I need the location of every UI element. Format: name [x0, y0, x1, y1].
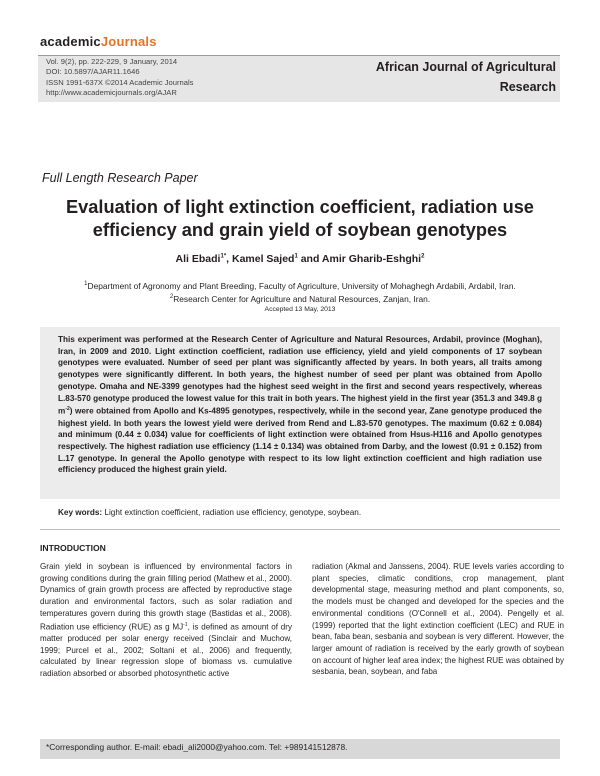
author-name: Kamel Sajed	[232, 253, 295, 265]
affiliations	[40, 279, 560, 306]
citation-info	[46, 57, 193, 99]
section-divider	[40, 529, 560, 530]
keywords	[58, 507, 542, 518]
body-column-right: radiation (Akmal and Janssens, 2004). RUE levels varies according to plant species, climatic conditions, crop management, plant developmental stage, measuring method and plant components, so, the models must be changed and developed for the species and the environmental conditions (O'Connell et al., 2004). Pengelly et al. (1999) reported that the light extinction coefficient (LEC) and RUE in bean, faba bean, sesbania and soybean is very different. However, the larger amount of radiation is received by the early growth of soybean on account of higher leaf area index; the highest RUE was obtained by sesbania, bean, soybean, and faba	[312, 562, 564, 677]
keywords-label: Key words:	[58, 508, 103, 517]
paper-type: Full Length Research Paper	[42, 171, 198, 185]
author-name: Amir Gharib-Eshghi	[321, 253, 422, 265]
author-affiliation-mark: 1	[294, 253, 298, 260]
journal-name	[366, 57, 556, 97]
citation-issn: ISSN 1991-637X ©2014 Academic Journals	[46, 77, 194, 87]
affiliation-1: $^1$Department of Agronomy and Plant Breeding, Faculty of Agriculture, University of Mohaghegh Ardabili, Ardabil, Iran.	[84, 280, 516, 291]
journal-url[interactable]: http://www.academicjournals.org/AJAR	[46, 88, 177, 98]
author-affiliation-mark: 2	[421, 253, 425, 260]
journal-name-line2: Research	[499, 80, 556, 94]
logo-journals: Journals	[100, 34, 157, 49]
author-affiliation-mark: 1*	[220, 253, 227, 260]
title-line-2: efficiency and grain yield of soybean genotypes	[92, 219, 508, 240]
corresponding-author-footnote: *Corresponding author. E-mail: ebadi_ali2000@yahoo.com. Tel: +989141512878.	[46, 742, 348, 752]
body-column-left: Grain yield in soybean is influenced by environmental factors in growing conditions during the grain filling period (Mathew et al., 2000). Dynamics of grain growth process are affected by reproductive stage duration and environmental factors, such as solar radiation and temperatures govern during this growth stage (Bastidas et al., 2008). Radiation use efficiency (RUE) as g $MJ^{-1}$, is defined as amount of dry matter produced per solar energy received (Sinclair and Muchow, 1999; Purcel et al., 2002; Soltani et al., 2006) and frequently, calculated by linear regression slope of biomass vs. cumulative radiation absorbed or absorbed photosynthetic active	[40, 562, 292, 678]
introduction-heading: INTRODUCTION	[40, 543, 106, 553]
keywords-text: Light extinction coefficient, radiation use efficiency, genotype, soybean.	[102, 508, 362, 517]
title-line-1: Evaluation of light extinction coefficient, radiation use	[66, 197, 534, 217]
accepted-date: Accepted 13 May, 2013	[264, 306, 336, 313]
citation-volume: Vol. 9(2), pp. 222-229, 9 January, 2014	[46, 57, 178, 66]
author-name: Ali Ebadi	[175, 253, 221, 265]
abstract-text: This experiment was performed at the Research Center of Agriculture and Natural Resources, Ardabil, province (Moghan), Iran, in 2009 and 2010. Light extinction coefficient, radiation use efficiency, yield and yield components of 17 soybean genotypes were evaluated. Number of seed per plant was significantly affected by years. In both years, all traits among genotypes were significantly different. In both years, the highest number of seed per plant was obtained from Apollo genotype. Omaha and NE-3399 genotypes had the highest seed weight in the first and second years respectively, whereas L.83-570 genotype produced the lowest value for this trait in both years. The highest yield in the first year (351.3 and 349.8 g $m^{-2}$) were obtained from Apollo and Ks-4895 genotypes, respectively, while in the second year, Zane genotype produced the highest yield. In both years the lowest yield were derived from Rend and L.83-570 genotypes. The maximum (0.62 ± 0.084) and minimum (0.44 ± 0.034) value for coefficients of light extinction were obtained from Hsus-H116 and Apollo genotypes respectively. The highest radiation use efficiency (1.14 ± 0.134) was obtained from Darby, and the lowest (0.91 ± 0.152) from L.17 genotype. In general the Apollo genotype with respect to its low light extinction coefficient and high radiation use efficiency produced the highest grain yield.	[58, 335, 542, 475]
citation-doi[interactable]: DOI: 10.5897/AJAR11.1646	[46, 67, 140, 77]
logo-academic: academic	[40, 34, 101, 49]
author-list: Ali Ebadi$^{1*}$, Kamel Sajed$^1$ and Amir Gharib-Eshghi$^2$	[175, 253, 425, 265]
affiliation-2: $^2$Research Center for Agriculture and Natural Resources, Zanjan, Iran.	[169, 294, 431, 305]
journal-name-line1: African Journal of Agricultural	[375, 60, 556, 74]
publisher-logo	[40, 34, 157, 49]
paper-title	[40, 196, 560, 241]
